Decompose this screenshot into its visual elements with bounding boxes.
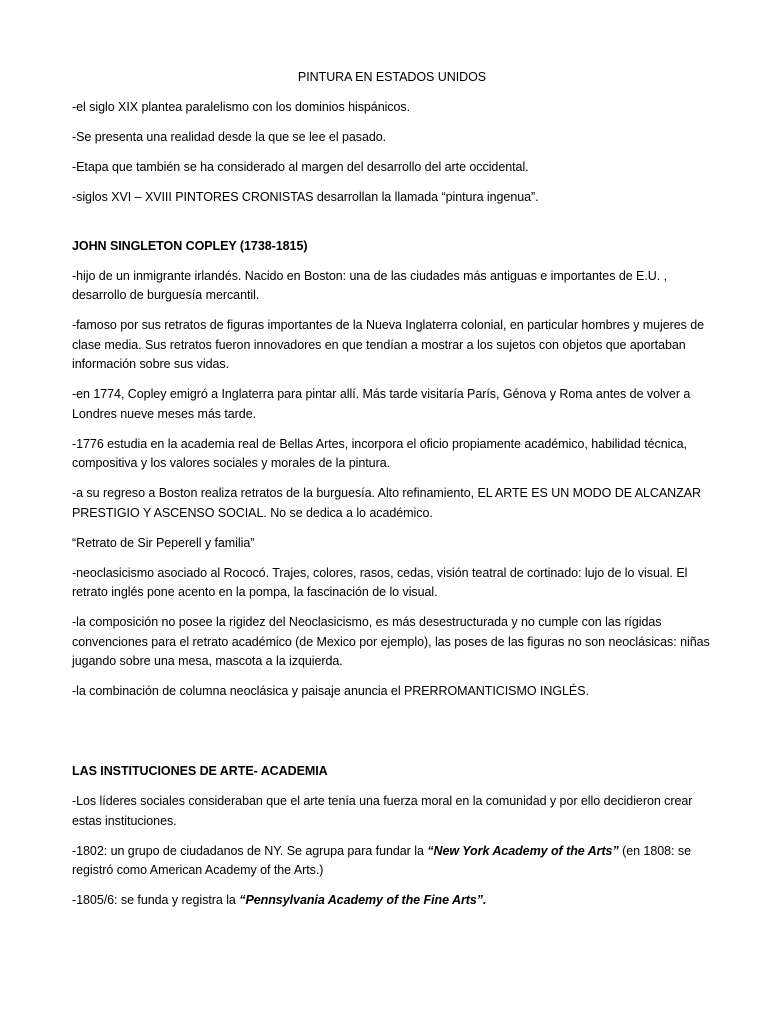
section-spacer [72,218,712,237]
document-title: PINTURA EN ESTADOS UNIDOS [297,70,487,84]
intro-paragraph-4: -siglos XVI – XVIII PINTORES CRONISTAS desarrollan la llamada “pintura ingenua”. [72,189,539,204]
instituciones-p2-text-end: (en 1808: se registró como American Academy of the Arts.) [72,843,691,877]
copley-paragraph-1: -hijo de un inmigrante irlandés. Nacido en Boston: una de las ciudades más antiguas e importantes de E.U. , desarrollo de burguesía mercantil. [72,268,667,302]
copley-paragraph-5: -a su regreso a Boston realiza retratos de la burguesía. Alto refinamiento, EL ARTE ES UN MODO DE ALCANZAR PRESTIGIO Y ASCENSO SOCIAL. No se dedica a lo académico. [72,486,702,520]
intro-paragraph-3: -Etapa que también se ha considerado al margen del desarrollo del arte occidental. [72,159,529,174]
instituciones-paragraph-1: -Los líderes sociales consideraban que el arte tenía una fuerza moral en la comunidad y por ello decidieron crear estas instituciones. [72,794,693,828]
instituciones-p3-text: -1805/6: se funda y registra la [72,893,240,907]
intro-paragraph-2: -Se presenta una realidad desde la que se lee el pasado. [72,129,387,144]
instituciones-heading: LAS INSTITUCIONES DE ARTE- ACADEMIA [72,764,328,778]
new-york-academy-title: “New York Academy of the Arts” [427,843,619,858]
section-spacer [72,712,712,762]
instituciones-paragraph-2 [72,842,712,881]
pennsylvania-academy-title: “Pennsylvania Academy of the Fine Arts” [239,893,483,907]
copley-paragraph-8: -la composición no posee la rigidez del Neoclasicismo, es más desestructurada y no cumple con las rígidas convenciones para el retrato académico (de Mexico por ejemplo), las poses de las figuras no son neoclásicas: niñas jugando sobre una mesa, mascota a la izquierda. [72,615,710,668]
copley-paragraph-6: “Retrato de Sir Peperell y familia” [72,535,255,550]
copley-paragraph-3: -en 1774, Copley emigró a Inglaterra para pintar allí. Más tarde visitaría París, Génova y Roma antes de volver a Londres nueve meses más tarde. [72,387,691,421]
copley-paragraph-7: -neoclasicismo asociado al Rococó. Trajes, colores, rasos, cedas, visión teatral de cortinado: lujo de lo visual. El retrato inglés pone acento en la pompa, la fascinación de lo visual. [72,565,688,599]
copley-paragraph-9: -la combinación de columna neoclásica y paisaje anuncia el PRERROMANTICISMO INGLÉS. [72,684,589,698]
instituciones-paragraph-3 [72,891,712,911]
instituciones-p3-text-end: . [482,893,487,907]
copley-paragraph-2: -famoso por sus retratos de figuras importantes de la Nueva Inglaterra colonial, en particular hombres y mujeres de clase media. Sus retratos fueron innovadores en que tendían a mostrar a los sujetos con objetos que aportaban información sobre sus vidas. [72,318,705,371]
intro-paragraph-1: -el siglo XIX plantea paralelismo con los dominios hispánicos. [72,99,411,114]
document-body [72,68,712,921]
instituciones-p2-text: -1802: un grupo de ciudadanos de NY. Se agrupa para fundar la [72,843,428,858]
copley-paragraph-4: -1776 estudia en la academia real de Bellas Artes, incorpora el oficio propiamente académico, habilidad técnica, compositiva y los valores sociales y morales de la pintura. [72,436,687,470]
copley-heading: JOHN SINGLETON COPLEY (1738-1815) [72,238,308,253]
